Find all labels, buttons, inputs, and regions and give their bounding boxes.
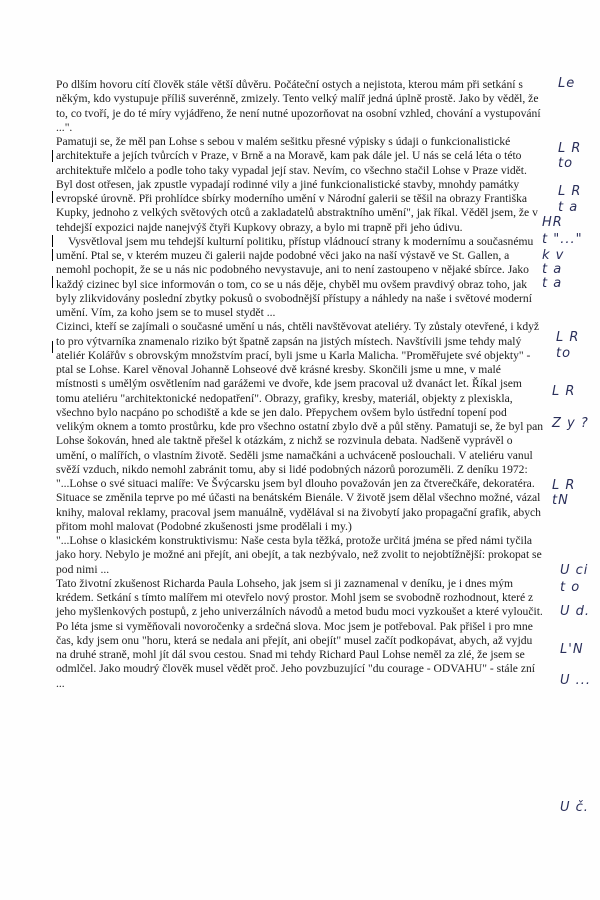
caret-mark	[52, 150, 54, 162]
margin-note: to	[558, 156, 574, 171]
margin-note: L R	[552, 478, 576, 493]
paragraph-8: Po léta jsme si vyměňovali novoročenky a srdečná slova. Moc jsem je potřeboval. Pak přišel i pro mne čas, kdy jsem onu "horu, která se nedala ani přejít, ani obejít" musel začít podkopávat, abych, až vyjdu na druhé straně, mohl jít dál svou cestou. Snad mi tehdy Richard Paul Lohse neměl za zlé, že jsem se odmlčel. Jako moudrý člověk musel vědět proč. Jeho povzbuzující "du courage - ODVAHU" - stále zní ...	[56, 619, 535, 690]
paragraph-1: Po dlším hovoru cítí člověk stále větší důvěru. Počáteční ostych a nejistota, kterou mám při setkání s někým, kdo vystupuje příliš suverénně, zmizely. Tento velký malíř jedná úplně prostě. Jako by věděl, že to, co tvoří, je do té míry vyjádřeno, že není nutné upozorňovat na osobní vzhled, chování a vystupování ...".	[56, 78, 541, 134]
margin-note: U ...	[560, 673, 592, 688]
caret-mark	[52, 341, 54, 353]
margin-note: t "..."	[542, 232, 583, 247]
margin-note: k v	[542, 248, 565, 263]
margin-note: U č.	[560, 800, 589, 815]
paragraph-6: "...Lohse o klasickém konstruktivismu: Naše cesta byla těžká, protože určitá jména se před námi tyčila jako hory. Nebylo je možné ani přejít, ani obejít, a tak nezbývalo, než zvolit to nejobtížnější: prokopat se pod nimi ...	[56, 534, 542, 576]
margin-note: L R	[558, 141, 582, 156]
caret-mark	[52, 191, 54, 203]
margin-note: to	[556, 346, 572, 361]
margin-note: t o	[560, 580, 581, 595]
margin-note: U d.	[560, 604, 591, 619]
margin-note: Le	[558, 76, 576, 91]
margin-note: t a	[542, 276, 563, 291]
margin-note: tN	[552, 493, 569, 508]
paragraph-4: Cizinci, kteří se zajímali o současné umění u nás, chtěli navštěvovat ateliéry. Ty zůstaly otevřené, i když to pro výtvarníka znamenalo riziko být špatně zapsán na jistých místech. Navštívili jsme tehdy malý ateliér Kolářův s obrovským množstvím prací, byli jsme u Karla Malicha. "Proměřujete své objekty" - ptal se Lohse. Karel věnoval Johanně Lohseové dvě krásné kresby. Skončili jsme u mne, v malé místnosti s umělým osvětlením nad garážemi ve dvoře, kde jsem pracoval už dvanáct let. Říkal jsem tomu ateliéru "architektonické nedopatření". Obrazy, grafiky, kresby, materiál, objekty z plexiskla, všechno bylo nacpáno po schodiště a kde se jen dalo. Přepychem ovšem bylo ústřední topení pod velikým oknem a tomto prostůrku, kde pro všechno ostatní zbylo dvě a půl stěny. Pamatuji se, že byl pan Lohse šokován, hned ale taktně přešel k otázkám, z nichž se rozvinula debata. Nadšeně vyprávěl o umění, o malířích, o vlastním životě. Seděli jsme namačkáni a uchváceně poslouchali. V ateliéru vanul svěží vzduch, nikdo nemohl zabránit tomu, aby si lidé podobných názorů porozuměli. Z deníku 1972:	[56, 320, 544, 476]
caret-mark	[52, 249, 54, 261]
caret-mark	[52, 235, 54, 247]
paragraph-5: "...Lohse o své situaci malíře: Ve Švýcarsku jsem byl dlouho považován jen za čtverečkáře, dekoratéra. Situace se změnila teprve po mé účasti na benátském Bienále. V životě jsem dělal všechno možné, vázal knihy, maloval reklamy, pracoval jsem manuálně, vydělával si na živobytí jako propagační grafik, abych přitom mohl malovat (Podobné zkušenosti jsme prodělali i my.)	[56, 477, 541, 533]
margin-note: HR	[542, 215, 563, 230]
margin-note: L R	[552, 384, 576, 399]
paragraph-7: Tato životní zkušenost Richarda Paula Lohseho, jak jsem si ji zaznamenal v deníku, je i dnes mým krédem. Setkání s tímto malířem mi otevřelo nový prostor. Mohl jsem se svobodně rozhodnout, které z jeho myšlenkových postupů, z jeho univerzálních návodů a metod budu moci vyzkoušet a které vyloučit.	[56, 576, 543, 619]
margin-note: L R	[558, 184, 582, 199]
body-text	[56, 78, 544, 691]
paragraph-2: Pamatuji se, že měl pan Lohse s sebou v malém sešitku přesné výpisky s údaji o funkcionalistické architektuře a jejích tvůrcích v Praze, v Brně a na Moravě, kam pak dále jel. U nás se celá léta o této architektuře mlčelo a podle toho taky vypadal její stav. Nevím, co všechno stačil Lohse v Praze vidět. Byl dost otřesen, jak zpustle vypadají rodinné vily a jiné funkcionalistické stavby, mnohdy památky evropské úrovně. Při prohlídce sbírky moderního umění v Národní galerii se těšil na obrazy Františka Kupky, jednoho z velkých světových otců a zakladatelů abstraktního umění", jak říkal. Věděl jsem, že v tehdejší expozici najde nanejvýš čtyři Kupkovy obrazy, a bylo mi trapně při jeho údivu.	[56, 135, 538, 234]
caret-mark	[52, 276, 54, 288]
margin-note: U ci	[560, 563, 589, 578]
margin-note: Z y ?	[552, 416, 589, 431]
margin-note: t a	[542, 262, 563, 277]
margin-note: L R	[556, 330, 580, 345]
margin-note: L'N	[560, 642, 584, 657]
margin-note: t a	[558, 200, 579, 215]
paragraph-3: Vysvětloval jsem mu tehdejší kulturní politiku, přístup vládnoucí strany k modernímu a současnému umění. Ptal se, v kterém muzeu či galerii najde podobné věci jako na naší výstavě ve St. Gallen, a nemohl pochopit, že se u nás nic podobného nevystavuje, ani to není zastoupeno v nějaké sbírce. Jako každý cizinec byl sice informován o tom, co se u nás děje, chyběl mu ovšem pravdivý obraz toho, jak byly zlikvidovány poslední zbytky pokusů o svobodnější přístupy a náhledy na naše i světové moderní umění. Vím, za koho jsem se to musel stydět ...	[56, 234, 534, 319]
